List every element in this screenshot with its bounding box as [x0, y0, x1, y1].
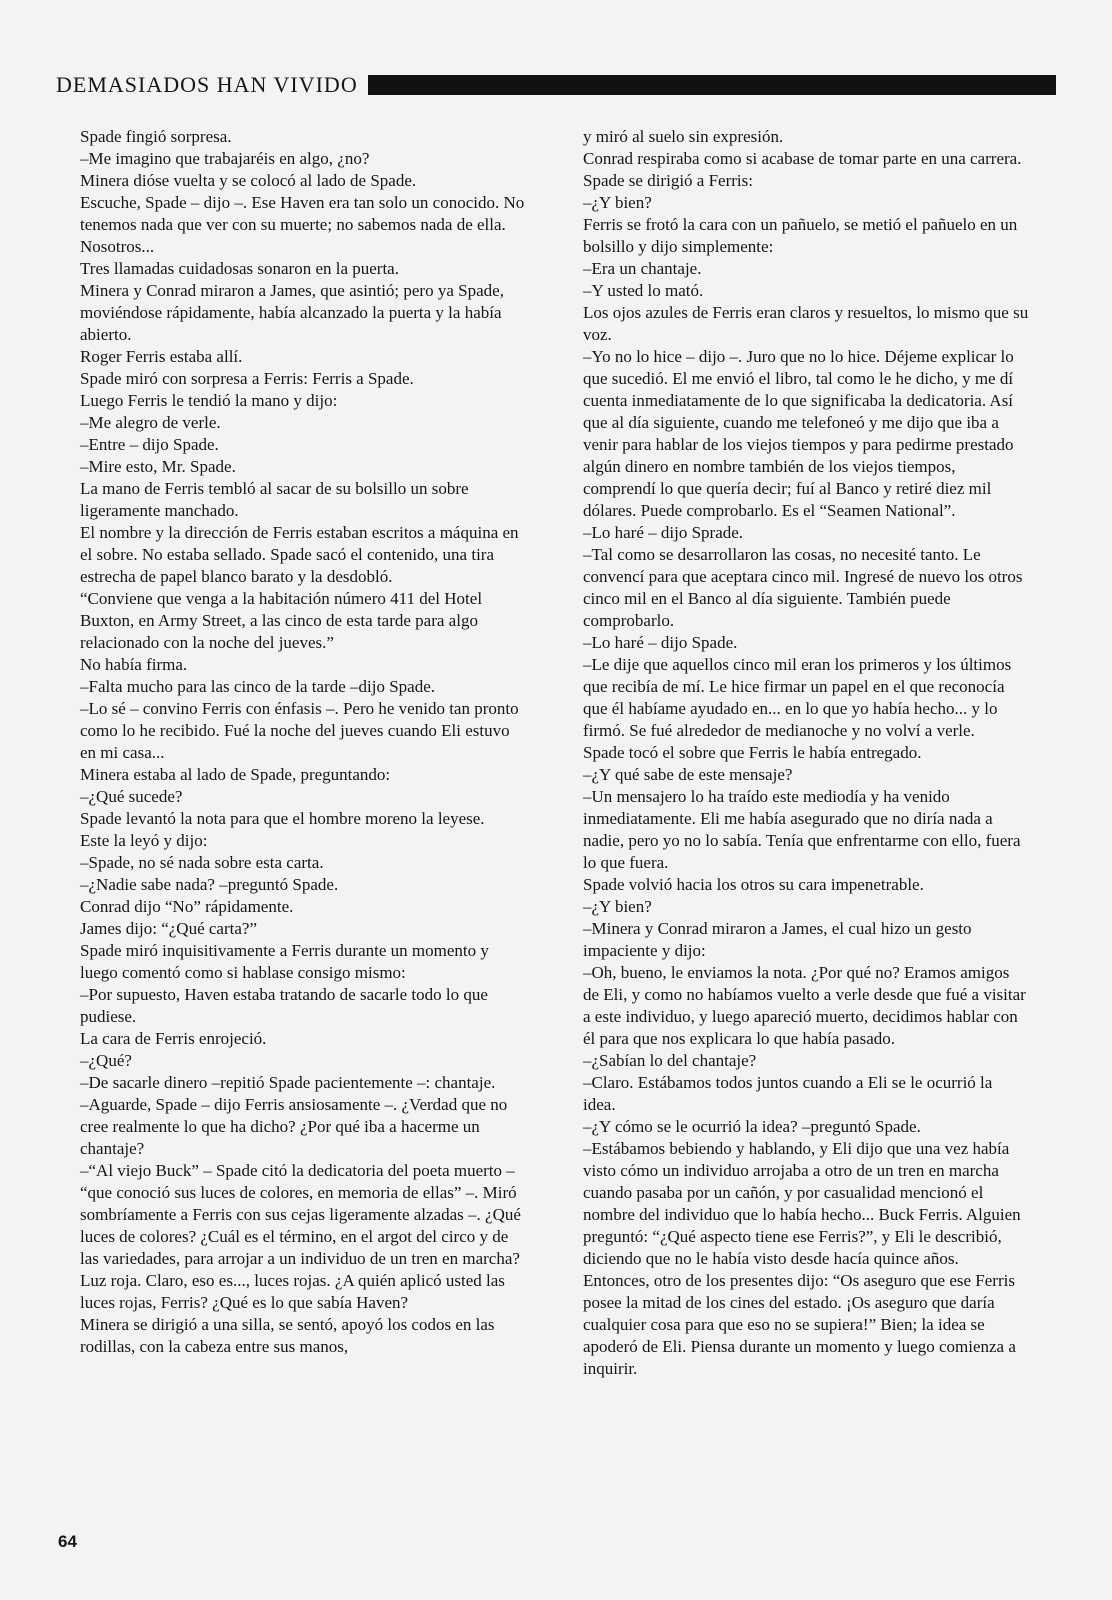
- paragraph: Spade levantó la nota para que el hombre moreno la leyese.: [80, 809, 485, 828]
- paragraph: –Minera y Conrad miraron a James, el cual hizo un gesto impaciente y dijo:: [583, 919, 972, 960]
- paragraph: –“Al viejo Buck” – Spade citó la dedicatoria del poeta muerto – “que conoció sus luces de colores, en memoria de ellas” –. Miró sombríamente a Ferris con sus cejas ligeramente alzadas –. ¿Qué luces de colores? ¿Cuál es el término, en el argot del circo y de las variedades, para arrojar a un individuo de un tren en marcha? Luz roja. Claro, eso es..., luces rojas. ¿A quién aplicó usted las luces rojas, Ferris? ¿Qué es lo que sabía Haven?: [80, 1161, 521, 1312]
- paragraph: Conrad respiraba como si acabase de tomar parte en una carrera.: [583, 149, 1022, 168]
- left-column: [80, 126, 526, 1358]
- paragraph: Minera y Conrad miraron a James, que asintió; pero ya Spade, moviéndose rápidamente, había alcanzado la puerta y la había abierto.: [80, 281, 504, 344]
- paragraph: –Me alegro de verle.: [80, 413, 221, 432]
- paragraph: El nombre y la dirección de Ferris estaban escritos a máquina en el sobre. No estaba sellado. Spade sacó el contenido, una tira estrecha de papel blanco barato y la desdobló.: [80, 523, 519, 586]
- paragraph: Tres llamadas cuidadosas sonaron en la puerta.: [80, 259, 399, 278]
- paragraph: –Spade, no sé nada sobre esta carta.: [80, 853, 324, 872]
- paragraph: –¿Qué sucede?: [80, 787, 183, 806]
- paragraph: Spade miró inquisitivamente a Ferris durante un momento y luego comentó como si hablase consigo mismo:: [80, 941, 489, 982]
- paragraph: Minera se dirigió a una silla, se sentó, apoyó los codos en las rodillas, con la cabeza entre sus manos,: [80, 1315, 495, 1356]
- page-number: 64: [58, 1532, 77, 1551]
- running-header: [56, 68, 1056, 102]
- paragraph: James dijo: “¿Qué carta?”: [80, 919, 257, 938]
- paragraph: –Falta mucho para las cinco de la tarde –dijo Spade.: [80, 677, 435, 696]
- paragraph: –¿Y bien?: [583, 193, 652, 212]
- paragraph: –Un mensajero lo ha traído este mediodía y ha venido inmediatamente. Eli me había asegurado que no diría nada a nadie, pero yo no lo sabía. Tenía que enfrentarme con ello, fuera lo que fuera.: [583, 787, 1021, 872]
- paragraph: Minera estaba al lado de Spade, preguntando:: [80, 765, 391, 784]
- paragraph: –¿Sabían lo del chantaje?: [583, 1051, 757, 1070]
- paragraph: –Oh, bueno, le enviamos la nota. ¿Por qué no? Eramos amigos de Eli, y como no habíamos vuelto a verle desde que fué a visitar a este individuo, y luego apareció muerto, decidimos hablar con él para que nos explicara lo que había pasado.: [583, 963, 1026, 1048]
- right-column: [583, 126, 1029, 1380]
- paragraph: y miró al suelo sin expresión.: [583, 127, 784, 146]
- paragraph: –Entre – dijo Spade.: [80, 435, 219, 454]
- paragraph: –Estábamos bebiendo y hablando, y Eli dijo que una vez había visto cómo un individuo arrojaba a otro de un tren en marcha cuando pasaba por un cañón, y por casualidad mencionó el nombre del individuo que lo había hecho... Buck Ferris. Alguien preguntó: “¿Qué aspecto tiene ese Ferris?”, y Eli le describió, diciendo que no le había visto desde hacía quince años. Entonces, otro de los presentes dijo: “Os aseguro que ese Ferris posee la mitad de los cines del estado. ¡Os aseguro que daría cualquier cosa para que eso no se supiera!” Bien; la idea se apoderó de Eli. Piensa durante un momento y luego comienza a inquirir.: [583, 1139, 1021, 1378]
- paragraph: Minera dióse vuelta y se colocó al lado de Spade.: [80, 171, 417, 190]
- paragraph: –Claro. Estábamos todos juntos cuando a Eli se le ocurrió la idea.: [583, 1073, 993, 1114]
- paragraph: Roger Ferris estaba allí.: [80, 347, 243, 366]
- paragraph: –Lo haré – dijo Spade.: [583, 633, 738, 652]
- paragraph: –Le dije que aquellos cinco mil eran los primeros y los últimos que recibía de mí. Le hice firmar un papel en el que reconocía que él habíame ayudado en... en lo que yo había hecho... y lo firmó. Se fué alrededor de medianoche y no volví a verle.: [583, 655, 1012, 740]
- paragraph: Conrad dijo “No” rápidamente.: [80, 897, 294, 916]
- paragraph: –¿Y qué sabe de este mensaje?: [583, 765, 793, 784]
- paragraph: Spade miró con sorpresa a Ferris: Ferris a Spade.: [80, 369, 414, 388]
- paragraph: –Aguarde, Spade – dijo Ferris ansiosamente –. ¿Verdad que no cree realmente lo que ha dicho? ¿Por qué iba a hacerme un chantaje?: [80, 1095, 508, 1158]
- paragraph: Escuche, Spade – dijo –. Ese Haven era tan solo un conocido. No tenemos nada que ver con su muerte; no sabemos nada de ella. Nosotros...: [80, 193, 525, 256]
- paragraph: –De sacarle dinero –repitió Spade pacientemente –: chantaje.: [80, 1073, 496, 1092]
- paragraph: La mano de Ferris tembló al sacar de su bolsillo un sobre ligeramente manchado.: [80, 479, 469, 520]
- paragraph: La cara de Ferris enrojeció.: [80, 1029, 267, 1048]
- paragraph: –Lo sé – convino Ferris con énfasis –. Pero he venido tan pronto como lo he recibido. Fué la noche del jueves cuando Eli estuvo en mi casa...: [80, 699, 519, 762]
- paragraph: Este la leyó y dijo:: [80, 831, 208, 850]
- header-rule: [368, 75, 1056, 95]
- paragraph: –¿Qué?: [80, 1051, 132, 1070]
- paragraph: Spade tocó el sobre que Ferris le había entregado.: [583, 743, 922, 762]
- paragraph: Ferris se frotó la cara con un pañuelo, se metió el pañuelo en un bolsillo y dijo simplemente:: [583, 215, 1018, 256]
- paragraph: –Y usted lo mató.: [583, 281, 704, 300]
- paragraph: –¿Nadie sabe nada? –preguntó Spade.: [80, 875, 339, 894]
- running-title: DEMASIADOS HAN VIVIDO: [56, 72, 358, 97]
- paragraph: Los ojos azules de Ferris eran claros y resueltos, lo mismo que su voz.: [583, 303, 1029, 344]
- paragraph: –Era un chantaje.: [583, 259, 702, 278]
- paragraph: –Lo haré – dijo Sprade.: [583, 523, 744, 542]
- paragraph: –Me imagino que trabajaréis en algo, ¿no?: [80, 149, 370, 168]
- paragraph: –Tal como se desarrollaron las cosas, no necesité tanto. Le convencí para que aceptara cinco mil. Ingresé de nuevo los otros cinco mil en el Banco al día siguiente. También puede comprobarlo.: [583, 545, 1023, 630]
- paragraph: –¿Y bien?: [583, 897, 652, 916]
- paragraph: –¿Y cómo se le ocurrió la idea? –preguntó Spade.: [583, 1117, 921, 1136]
- paragraph: –Por supuesto, Haven estaba tratando de sacarle todo lo que pudiese.: [80, 985, 488, 1026]
- paragraph: –Mire esto, Mr. Spade.: [80, 457, 236, 476]
- paragraph: Spade fingió sorpresa.: [80, 127, 232, 146]
- paragraph: No había firma.: [80, 655, 188, 674]
- paragraph: Spade se dirigió a Ferris:: [583, 171, 753, 190]
- paragraph: –Yo no lo hice – dijo –. Juro que no lo hice. Déjeme explicar lo que sucedió. El me envió el libro, tal como le he dicho, y me dí cuenta inmediatamente de lo que significaba la dedicatoria. Así que al día siguiente, cuando me telefoneó y me dijo que iba a venir para hablar de los viejos tiempos y para pedirme prestado algún dinero en nombre también de los viejos tiempos, comprendí lo que quería decir; fuí al Banco y retiré diez mil dólares. Puede comprobarlo. Es el “Seamen National”.: [583, 347, 1014, 520]
- paragraph: “Conviene que venga a la habitación número 411 del Hotel Buxton, en Army Street, a las cinco de esta tarde para algo relacionado con la noche del jueves.”: [80, 589, 483, 652]
- paragraph: Spade volvió hacia los otros su cara impenetrable.: [583, 875, 924, 894]
- paragraph: Luego Ferris le tendió la mano y dijo:: [80, 391, 338, 410]
